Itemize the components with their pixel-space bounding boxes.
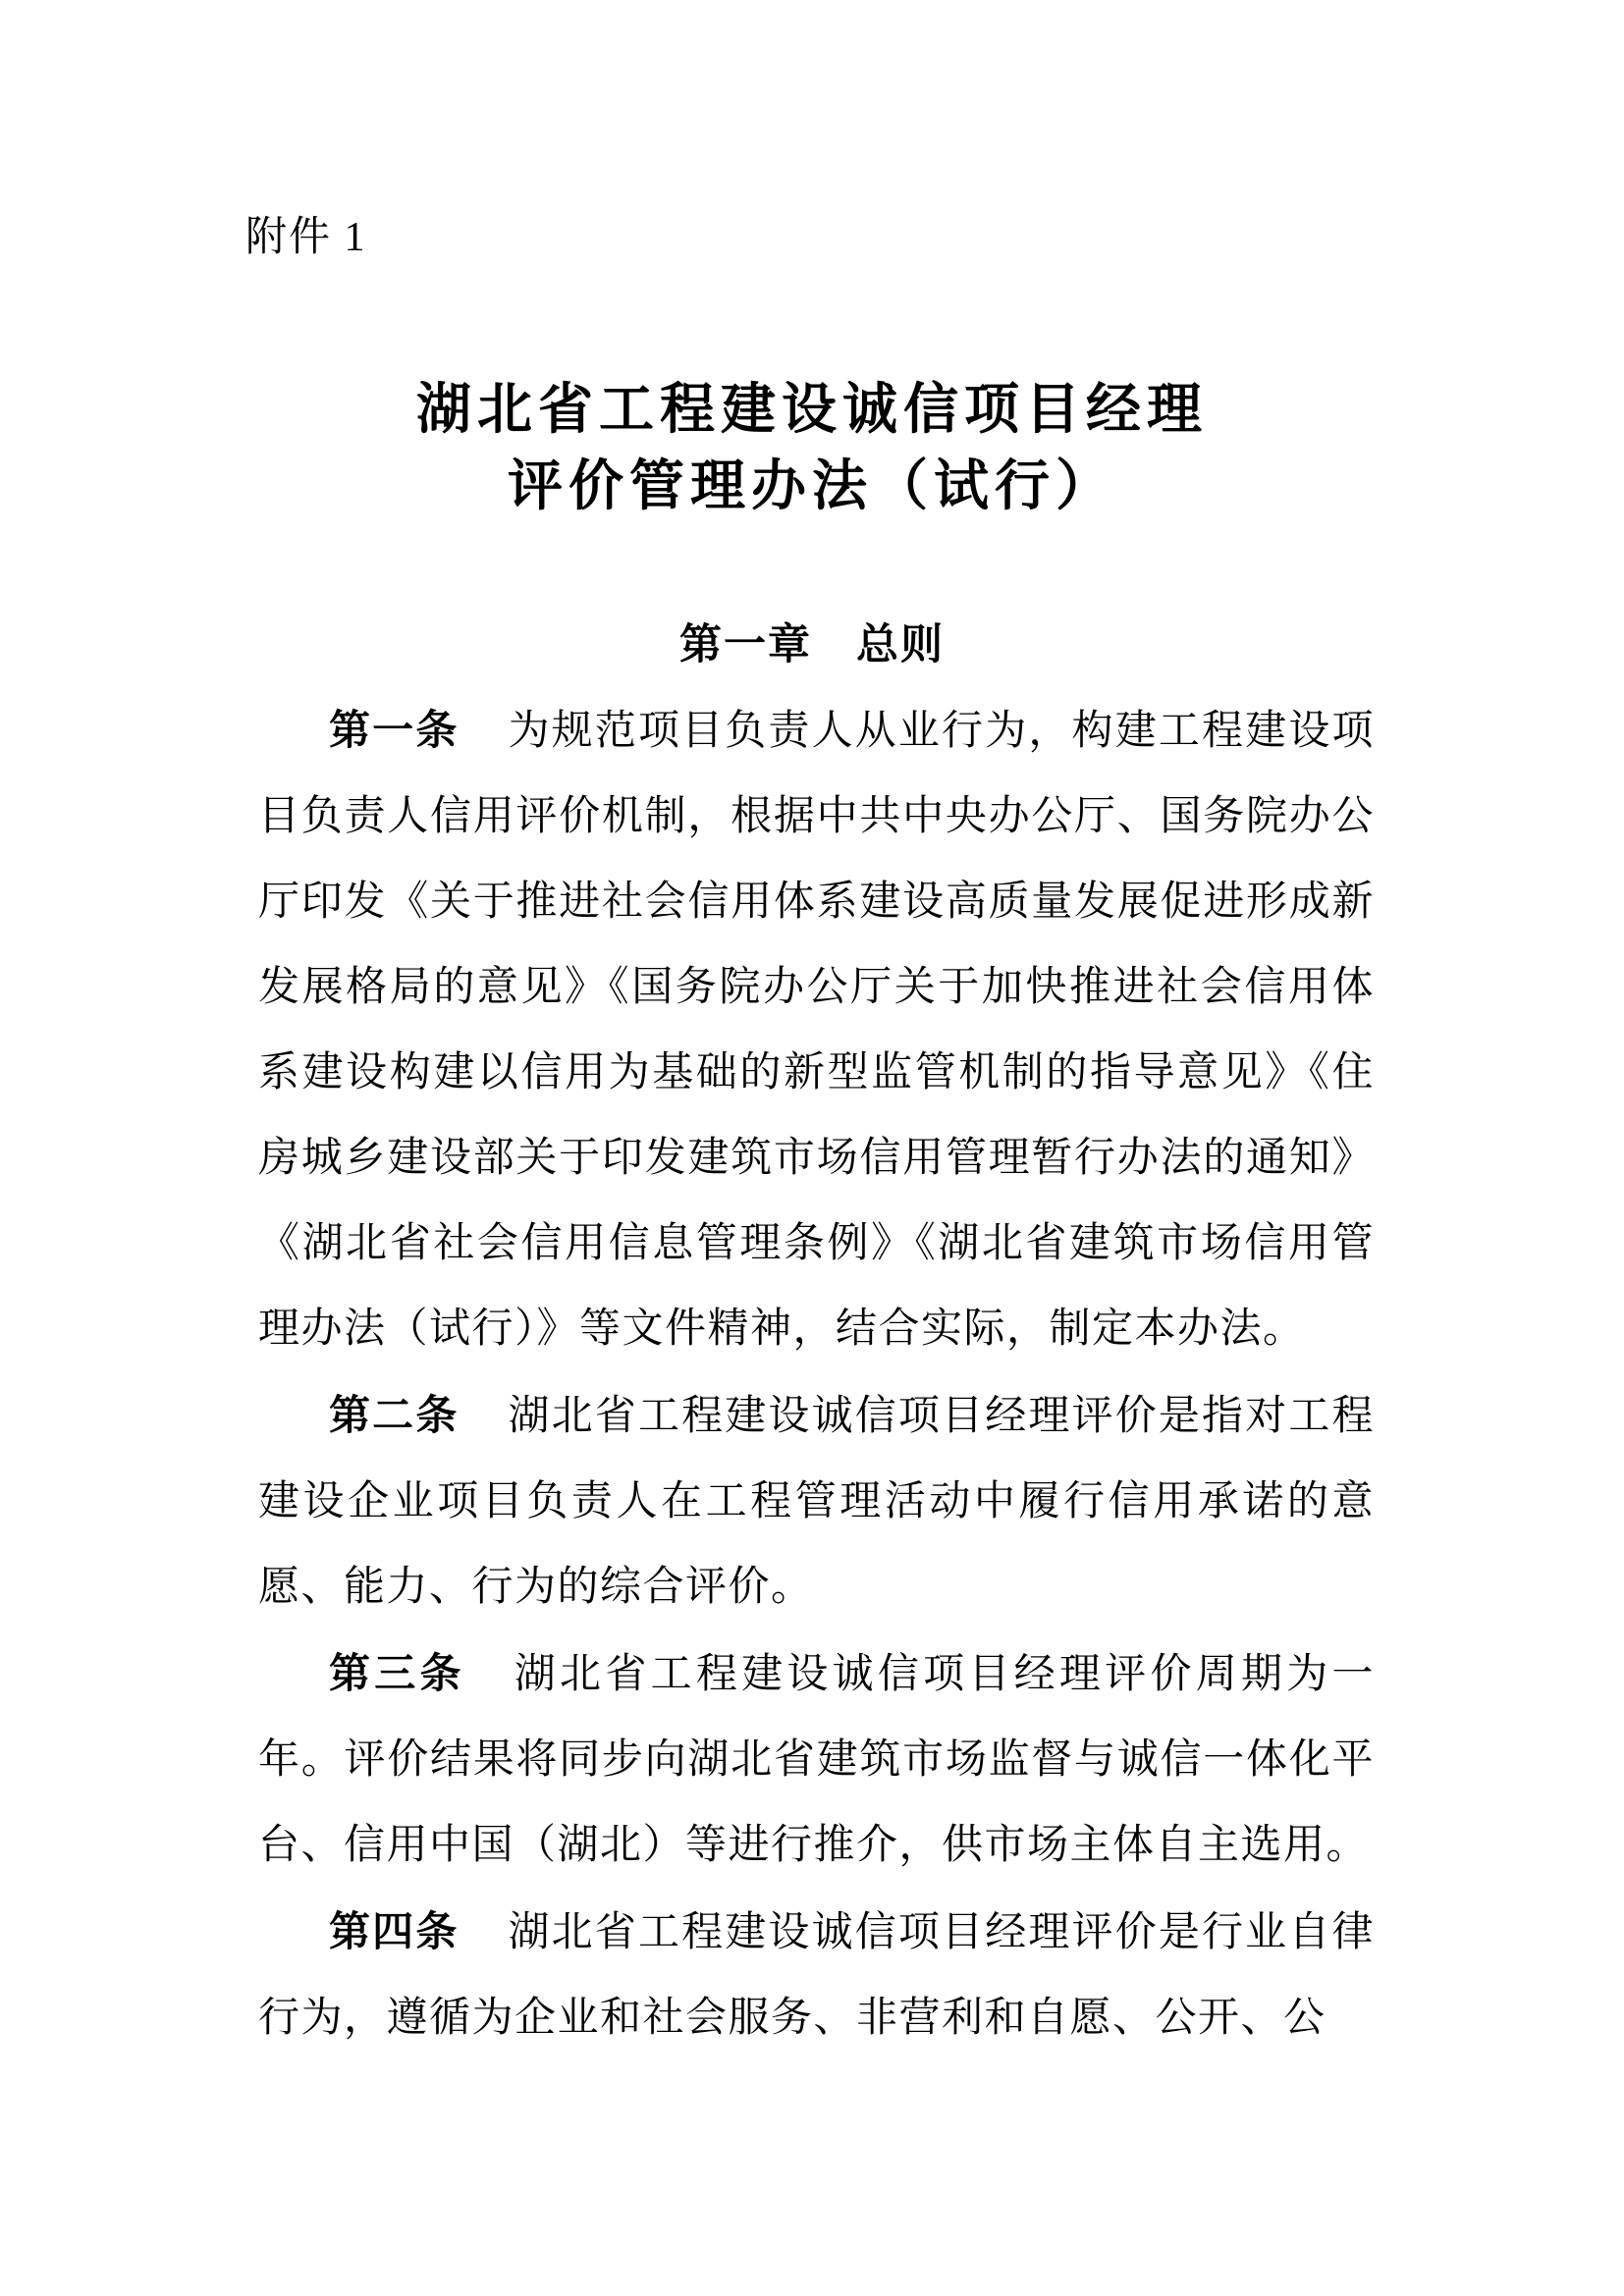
document-title-line-2: 评价管理办法（试行）	[508, 454, 1116, 516]
document-title-line-1: 湖北省工程建设诚信项目经理	[416, 378, 1208, 440]
article-paragraph-4	[258, 1889, 1375, 2061]
article-paragraph-1	[258, 687, 1375, 1372]
article-text-3: 湖北省工程建设诚信项目经理评价周期为一年。评价结果将同步向湖北省建筑市场监督与诚信一体化平台、信用中国（湖北）等进行推介，供市场主体自主选用。	[258, 1652, 1375, 1868]
article-text-2: 湖北省工程建设诚信项目经理评价是指对工程建设企业项目负责人在工程管理活动中履行信用承诺的意愿、能力、行为的综合评价。	[258, 1394, 1375, 1610]
article-number-3: 第三条	[329, 1650, 465, 1696]
attachment-label: 附件 1	[245, 215, 367, 260]
article-text-4: 湖北省工程建设诚信项目经理评价是行业自律行为，遵循为企业和社会服务、非营利和自愿、公开、公	[258, 1910, 1375, 2041]
document-body	[258, 687, 1375, 2061]
article-number-1: 第一条	[329, 707, 460, 753]
document-title	[0, 371, 1624, 524]
article-paragraph-2	[258, 1372, 1375, 1630]
article-number-2: 第二条	[329, 1392, 460, 1438]
chapter-heading: 第一章 总则	[679, 621, 945, 668]
article-number-4: 第四条	[329, 1908, 460, 1954]
article-text-1: 为规范项目负责人从业行为，构建工程建设项目负责人信用评价机制，根据中共中央办公厅、国务院办公厅印发《关于推进社会信用体系建设高质量发展促进形成新发展格局的意见》《国务院办公厅关于加快推进社会信用体系建设构建以信用为基础的新型监管机制的指导意见》《住房城乡建设部关于印发建筑市场信用管理暂行办法的通知》《湖北省社会信用信息管理条例》《湖北省建筑市场信用管理办法（试行）》等文件精神，结合实际，制定本办法。	[258, 709, 1375, 1352]
article-paragraph-3	[258, 1630, 1375, 1889]
